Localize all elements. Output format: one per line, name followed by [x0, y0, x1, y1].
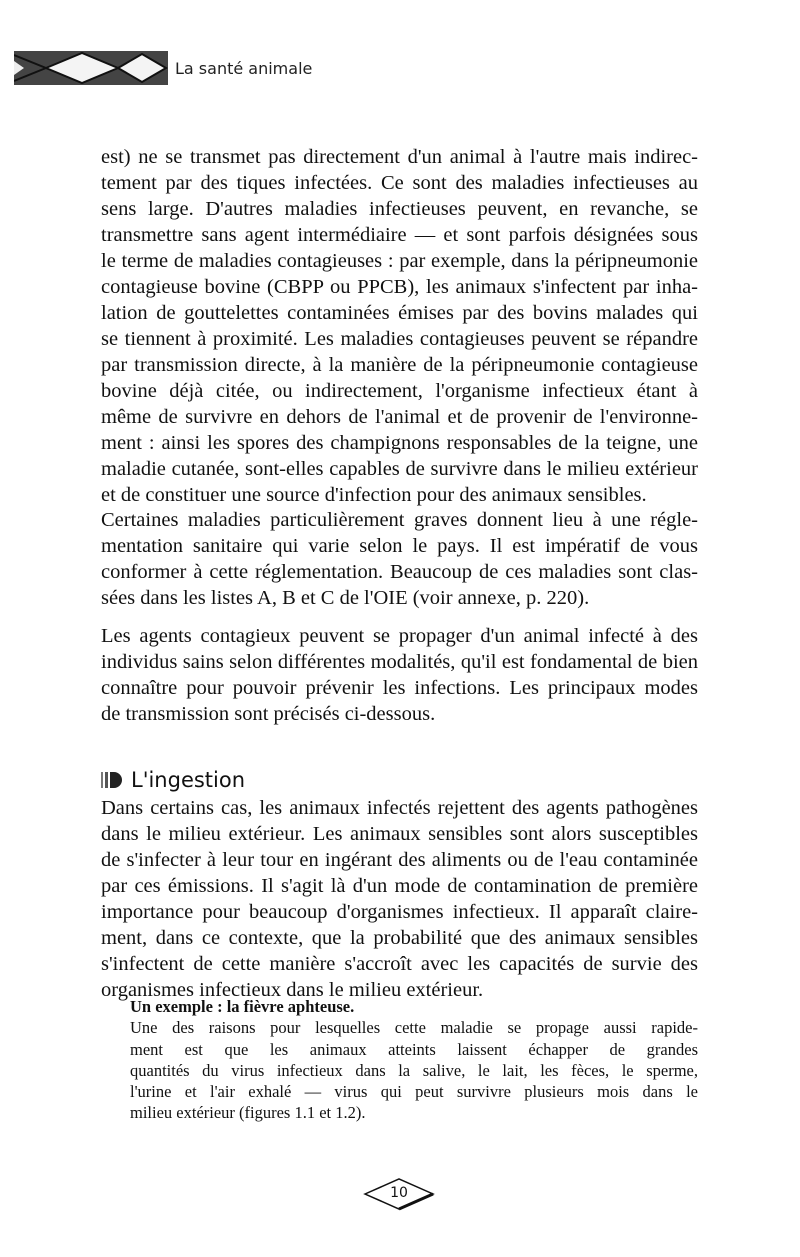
text-line: milieu extérieur (figures 1.1 et 1.2).	[130, 1103, 366, 1123]
text-line: Certaines maladies particulièrement graves donnent lieu à une régle-	[101, 509, 698, 531]
text-line: dans le milieu extérieur. Les animaux sensibles sont alors susceptibles	[101, 823, 698, 845]
section-heading-text: L'ingestion	[131, 768, 246, 792]
diamond-logo-icon	[14, 51, 168, 85]
text-line: sens large. D'autres maladies infectieuses peuvent, en revanche, se	[101, 198, 698, 220]
text-line: lation de gouttelettes contaminées émises par des bovins malades qui	[101, 302, 698, 324]
paragraph-1	[101, 144, 698, 508]
text-line: Les agents contagieux peuvent se propager d'un animal infecté à des	[101, 625, 698, 647]
text-line: bovine déjà citée, ou indirectement, l'organisme infectieux étant à	[101, 380, 698, 402]
page-number-text: 10	[390, 1185, 408, 1201]
text-line: ment est que les animaux atteints laissent échapper de grandes	[130, 1039, 698, 1059]
text-line: Une des raisons pour lesquelles cette maladie se propage aussi rapide-	[130, 1018, 698, 1038]
text-line: maladie cutanée, sont-elles capables de survivre dans le milieu extérieur	[101, 458, 698, 480]
text-line: mentation sanitaire qui varie selon le pays. Il est impératif de vous	[101, 535, 698, 557]
text-line: ment, dans ce contexte, que la probabilité que des animaux sensibles	[101, 927, 698, 949]
paragraph-2	[101, 507, 698, 611]
text-line: s'infectent de cette manière s'accroît avec les capacités de survie des	[101, 953, 698, 975]
header-title: La santé animale	[175, 58, 313, 78]
text-line: sées dans les listes A, B et C de l'OIE (voir annexe, p. 220).	[101, 587, 590, 609]
text-line: même de survivre en dehors de l'animal et de provenir de l'environne-	[101, 406, 698, 428]
section-heading	[101, 768, 245, 792]
text-line: conformer à cette réglementation. Beaucoup de ces maladies sont clas-	[101, 561, 698, 583]
example-title: Un exemple : la fièvre aphteuse.	[130, 997, 355, 1016]
text-line: importance pour beaucoup d'organismes infectieux. Il apparaît claire-	[101, 901, 698, 923]
text-line: l'urine et l'air exhalé — virus qui peut survivre plusieurs mois dans le	[130, 1082, 698, 1102]
text-line: le terme de maladies contagieuses : par exemple, dans la péripneumonie	[101, 250, 698, 272]
text-line: ment : ainsi les spores des champignons responsables de la teigne, une	[101, 432, 698, 454]
text-line: et de constituer une source d'infection pour des animaux sensibles.	[101, 484, 647, 506]
text-line: Dans certains cas, les animaux infectés rejettent des agents pathogènes	[101, 797, 698, 819]
text-line: contagieuse bovine (CBPP ou PPCB), les animaux s'infectent par inha-	[101, 276, 698, 298]
example-text	[130, 1017, 698, 1123]
page-number	[363, 1177, 435, 1211]
text-line: par transmission directe, à la manière de la péripneumonie contagieuse	[101, 354, 698, 376]
text-line: organismes infectieux dans le milieu extérieur.	[101, 979, 484, 1001]
section-paragraph	[101, 795, 698, 1003]
text-line: est) ne se transmet pas directement d'un animal à l'autre mais indirec-	[101, 146, 698, 168]
section-bullet-icon	[101, 771, 123, 789]
text-line: quantités du virus infectieux dans la salive, le lait, les fèces, le sperme,	[130, 1060, 698, 1080]
running-header	[14, 50, 312, 86]
text-line: transmettre sans agent intermédiaire — et sont parfois désignées sous	[101, 224, 698, 246]
text-line: tement par des tiques infectées. Ce sont des maladies infectieuses au	[101, 172, 698, 194]
example-box	[130, 996, 698, 1124]
text-line: individus sains selon différentes modalités, qu'il est fondamental de bien	[101, 651, 698, 673]
text-line: se tiennent à proximité. Les maladies contagieuses peuvent se répandre	[101, 328, 698, 350]
text-line: de s'infecter à leur tour en ingérant des aliments ou de l'eau contaminée	[101, 849, 698, 871]
text-line: connaître pour pouvoir prévenir les infections. Les principaux modes	[101, 677, 698, 699]
paragraph-3	[101, 623, 698, 727]
text-line: de transmission sont précisés ci-dessous.	[101, 703, 436, 725]
text-line: par ces émissions. Il s'agit là d'un mode de contamination de première	[101, 875, 698, 897]
